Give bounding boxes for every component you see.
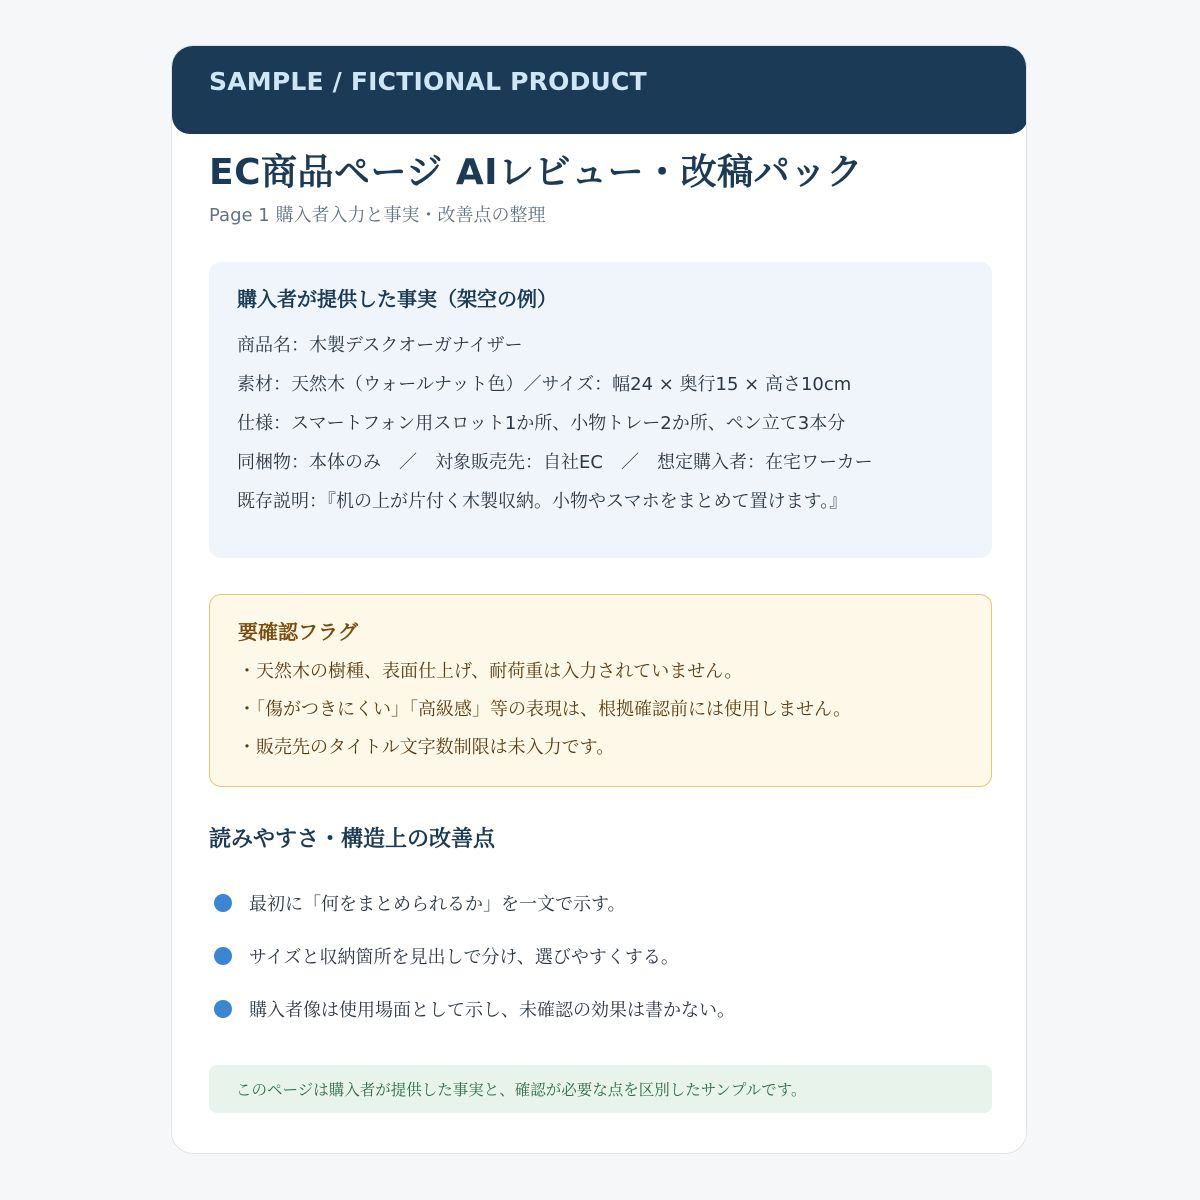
list-item-text: 購入者像は使用場面として示し、未確認の効果は書かない。 — [249, 999, 735, 1021]
page-subtitle: Page 1 購入者入力と事実・改善点の整理 — [209, 205, 546, 226]
fact-line: 素材：天然木（ウォールナット色）／サイズ：幅24 × 奥行15 × 高さ10cm — [237, 374, 852, 395]
sample-banner — [172, 46, 1027, 134]
flag-line: ・「傷がつきにくい」「高級感」等の表現は、根拠確認前には使用しません。 — [238, 699, 852, 720]
list-item-text: 最初に「何をまとめられるか」を一文で示す。 — [249, 893, 626, 915]
list-item — [214, 929, 974, 982]
list-item — [214, 982, 974, 1035]
fact-line: 既存説明：『机の上が片付く木製収納。小物やスマホをまとめて置けます。』 — [237, 491, 848, 512]
facts-heading: 購入者が提供した事実（架空の例） — [237, 287, 557, 311]
improvements-list — [214, 876, 974, 1035]
fact-line: 商品名：木製デスクオーガナイザー — [237, 335, 523, 356]
flags-heading: 要確認フラグ — [238, 620, 358, 644]
document-card — [171, 45, 1027, 1154]
facts-section — [209, 262, 992, 558]
fact-line: 仕様：スマートフォン用スロット1か所、小物トレー2か所、ペン立て3本分 — [237, 413, 846, 434]
bullet-dot-icon — [214, 1000, 232, 1018]
page-title: EC商品ページ AIレビュー・改稿パック — [209, 152, 864, 193]
banner-label: SAMPLE / FICTIONAL PRODUCT — [209, 67, 647, 96]
flag-line: ・天然木の樹種、表面仕上げ、耐荷重は入力されていません。 — [238, 661, 743, 682]
footer-note — [209, 1065, 992, 1113]
fact-line: 同梱物：本体のみ ／ 対象販売先：自社EC ／ 想定購入者：在宅ワーカー — [237, 452, 873, 473]
list-item-text: サイズと収納箇所を見出しで分け、選びやすくする。 — [249, 946, 679, 968]
bullet-dot-icon — [214, 947, 232, 965]
improvements-heading: 読みやすさ・構造上の改善点 — [209, 827, 496, 852]
flags-section — [209, 594, 992, 787]
bullet-dot-icon — [214, 894, 232, 912]
footer-note-text: このページは購入者が提供した事実と、確認が必要な点を区別したサンプルです。 — [236, 1081, 807, 1099]
flag-line: ・販売先のタイトル文字数制限は未入力です。 — [238, 737, 615, 758]
list-item — [214, 876, 974, 929]
